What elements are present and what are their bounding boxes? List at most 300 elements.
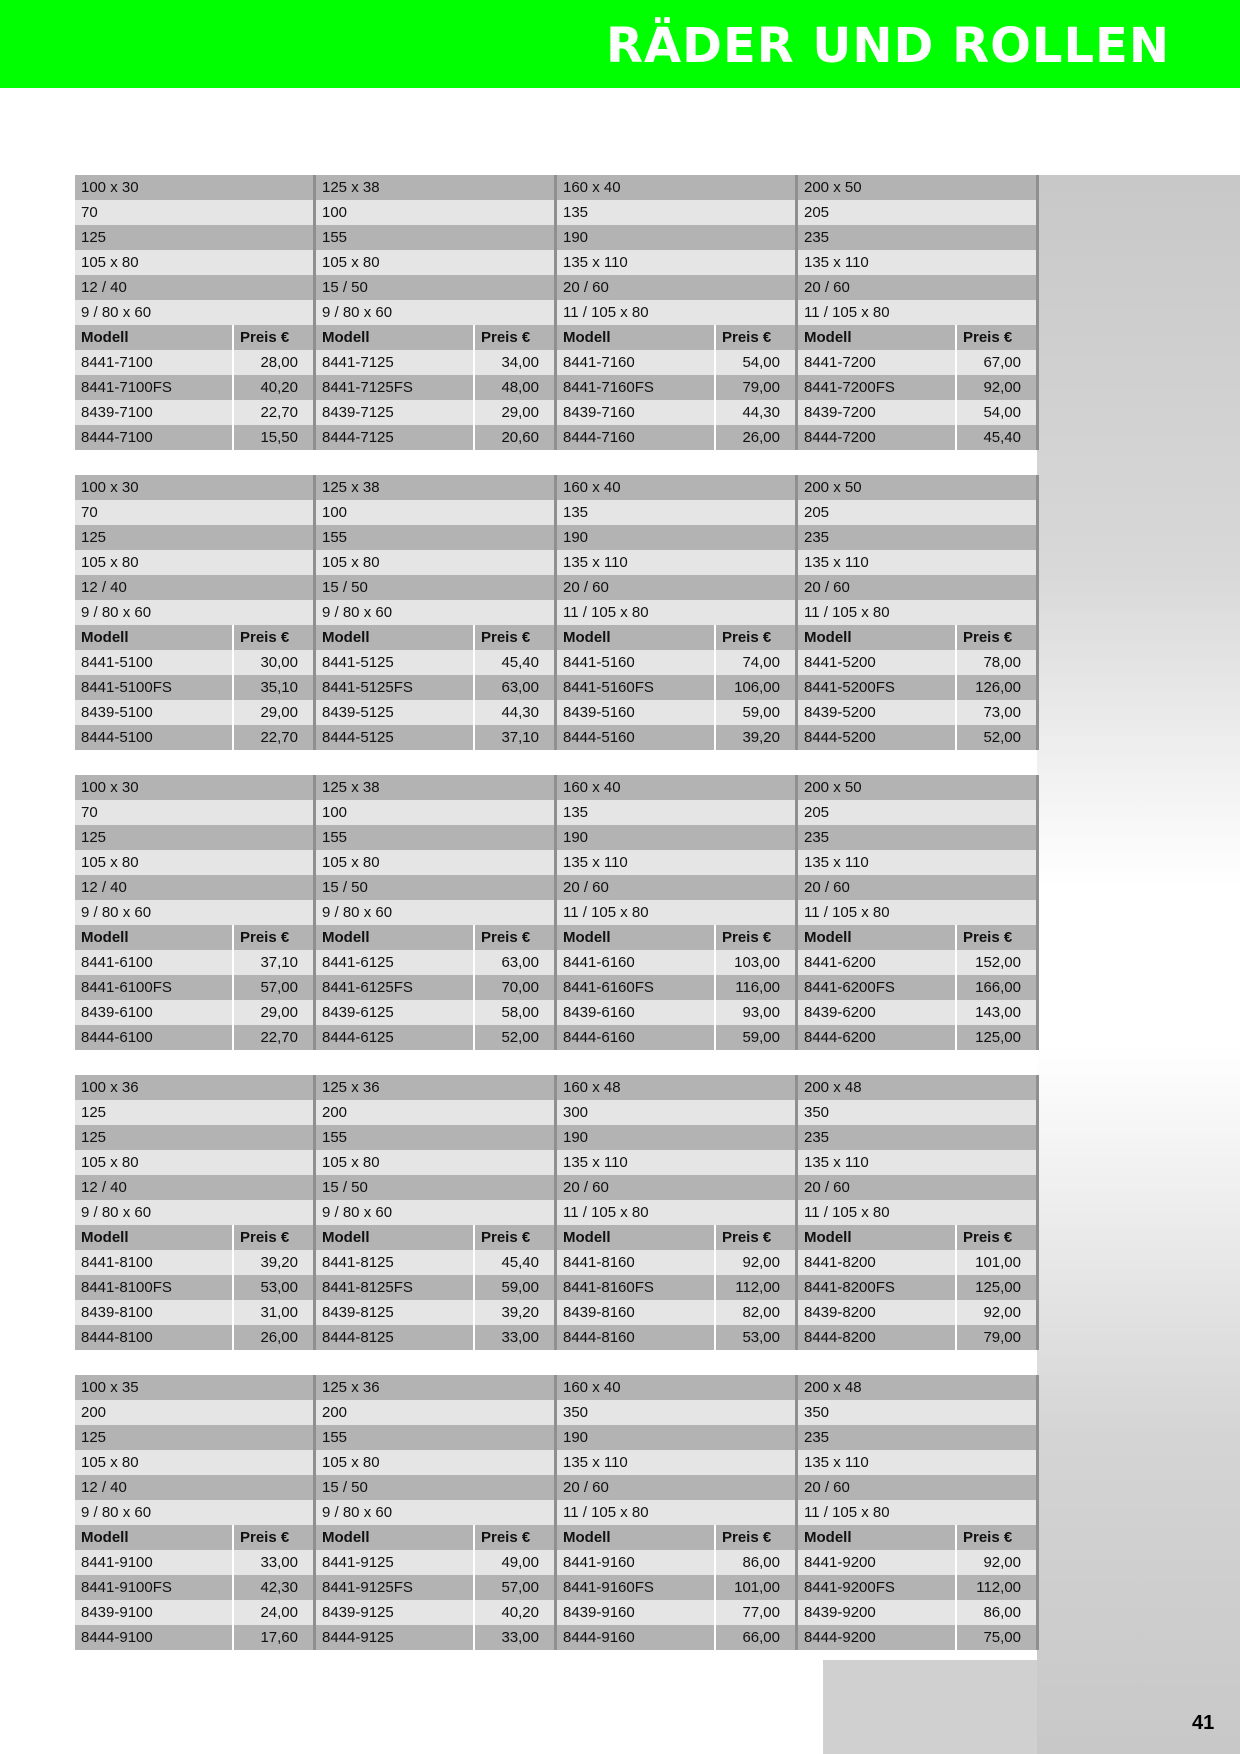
table-row	[75, 675, 1039, 700]
price-value: 101,00	[957, 1250, 1039, 1275]
spec-cell: 9 / 80 x 60	[316, 1200, 557, 1225]
price-value: 63,00	[475, 950, 557, 975]
price-value: 34,00	[475, 350, 557, 375]
price-value: 66,00	[716, 1625, 798, 1650]
spec-cell: 135 x 110	[798, 850, 1039, 875]
model-number: 8444-7125	[316, 425, 475, 450]
model-number: 8444-8200	[798, 1325, 957, 1350]
table-row	[75, 1000, 1039, 1025]
column-header-row	[75, 1525, 1039, 1550]
model-number: 8439-8160	[557, 1300, 716, 1325]
spec-cell: 11 / 105 x 80	[798, 600, 1039, 625]
spec-cell: 100	[316, 200, 557, 225]
model-number: 8444-7200	[798, 425, 957, 450]
spec-cell: 125 x 38	[316, 475, 557, 500]
price-value: 75,00	[957, 1625, 1039, 1650]
model-column-header: Modell	[75, 1525, 234, 1550]
spec-cell: 135 x 110	[557, 1150, 798, 1175]
price-value: 92,00	[957, 375, 1039, 400]
spec-cell: 12 / 40	[75, 575, 316, 600]
model-number: 8439-7125	[316, 400, 475, 425]
price-value: 31,00	[234, 1300, 316, 1325]
side-panel-decoration	[1037, 175, 1240, 1754]
spec-cell: 205	[798, 200, 1039, 225]
table-row	[75, 400, 1039, 425]
table-row	[75, 1025, 1039, 1050]
price-value: 92,00	[957, 1550, 1039, 1575]
spec-row	[75, 1475, 1039, 1500]
page-title: RÄDER UND ROLLEN	[605, 18, 1170, 74]
model-column-header: Modell	[75, 1225, 234, 1250]
price-value: 42,30	[234, 1575, 316, 1600]
model-number: 8441-5100	[75, 650, 234, 675]
spec-row	[75, 775, 1039, 800]
table-row	[75, 350, 1039, 375]
price-value: 59,00	[716, 700, 798, 725]
model-number: 8441-5125	[316, 650, 475, 675]
spec-row	[75, 550, 1039, 575]
spec-cell: 11 / 105 x 80	[798, 300, 1039, 325]
spec-cell: 235	[798, 525, 1039, 550]
model-number: 8441-9100	[75, 1550, 234, 1575]
model-number: 8444-6100	[75, 1025, 234, 1050]
spec-cell: 125 x 38	[316, 775, 557, 800]
model-number: 8441-8125	[316, 1250, 475, 1275]
spec-cell: 135 x 110	[557, 550, 798, 575]
model-number: 8441-5200	[798, 650, 957, 675]
model-number: 8439-5160	[557, 700, 716, 725]
price-value: 101,00	[716, 1575, 798, 1600]
spec-row	[75, 600, 1039, 625]
price-column-header: Preis €	[957, 1225, 1039, 1250]
spec-cell: 160 x 48	[557, 1075, 798, 1100]
price-column-header: Preis €	[716, 325, 798, 350]
price-value: 22,70	[234, 1025, 316, 1050]
model-number: 8439-8125	[316, 1300, 475, 1325]
column-header-row	[75, 625, 1039, 650]
model-number: 8441-7125	[316, 350, 475, 375]
price-value: 166,00	[957, 975, 1039, 1000]
price-value: 86,00	[957, 1600, 1039, 1625]
spec-cell: 11 / 105 x 80	[557, 1500, 798, 1525]
model-number: 8444-9100	[75, 1625, 234, 1650]
spec-row	[75, 300, 1039, 325]
price-value: 125,00	[957, 1025, 1039, 1050]
model-number: 8441-7200FS	[798, 375, 957, 400]
model-column-header: Modell	[75, 325, 234, 350]
model-column-header: Modell	[557, 925, 716, 950]
model-number: 8444-9160	[557, 1625, 716, 1650]
model-number: 8439-7200	[798, 400, 957, 425]
model-number: 8441-6200	[798, 950, 957, 975]
model-column-header: Modell	[75, 925, 234, 950]
spec-cell: 12 / 40	[75, 1175, 316, 1200]
spec-cell: 200	[316, 1400, 557, 1425]
spec-cell: 125	[75, 1125, 316, 1150]
price-value: 116,00	[716, 975, 798, 1000]
spec-row	[75, 825, 1039, 850]
spec-cell: 70	[75, 800, 316, 825]
spec-cell: 105 x 80	[316, 1450, 557, 1475]
spec-cell: 100 x 30	[75, 775, 316, 800]
price-value: 58,00	[475, 1000, 557, 1025]
spec-row	[75, 1375, 1039, 1400]
price-value: 39,20	[234, 1250, 316, 1275]
model-number: 8441-5125FS	[316, 675, 475, 700]
spec-cell: 160 x 40	[557, 775, 798, 800]
spec-cell: 20 / 60	[557, 575, 798, 600]
price-value: 73,00	[957, 700, 1039, 725]
model-number: 8441-8125FS	[316, 1275, 475, 1300]
price-value: 57,00	[234, 975, 316, 1000]
model-number: 8439-6100	[75, 1000, 234, 1025]
spec-cell: 200	[316, 1100, 557, 1125]
spec-cell: 11 / 105 x 80	[557, 300, 798, 325]
spec-row	[75, 1075, 1039, 1100]
spec-cell: 190	[557, 1125, 798, 1150]
price-value: 52,00	[475, 1025, 557, 1050]
product-table	[75, 1375, 1039, 1650]
spec-cell: 125	[75, 525, 316, 550]
price-value: 26,00	[234, 1325, 316, 1350]
price-value: 67,00	[957, 350, 1039, 375]
model-column-header: Modell	[557, 1225, 716, 1250]
spec-row	[75, 475, 1039, 500]
spec-cell: 135 x 110	[798, 550, 1039, 575]
price-value: 112,00	[716, 1275, 798, 1300]
model-column-header: Modell	[316, 1225, 475, 1250]
table-row	[75, 1300, 1039, 1325]
price-value: 126,00	[957, 675, 1039, 700]
price-value: 35,10	[234, 675, 316, 700]
table-row	[75, 975, 1039, 1000]
model-number: 8441-7160FS	[557, 375, 716, 400]
spec-cell: 20 / 60	[798, 1475, 1039, 1500]
price-value: 59,00	[475, 1275, 557, 1300]
spec-cell: 200 x 50	[798, 775, 1039, 800]
spec-cell: 105 x 80	[316, 1150, 557, 1175]
spec-cell: 15 / 50	[316, 1475, 557, 1500]
spec-cell: 200 x 50	[798, 175, 1039, 200]
spec-cell: 20 / 60	[798, 275, 1039, 300]
price-value: 44,30	[716, 400, 798, 425]
spec-cell: 235	[798, 825, 1039, 850]
price-column-header: Preis €	[957, 1525, 1039, 1550]
model-number: 8441-9160FS	[557, 1575, 716, 1600]
model-column-header: Modell	[798, 925, 957, 950]
model-number: 8441-5100FS	[75, 675, 234, 700]
price-value: 22,70	[234, 725, 316, 750]
price-column-header: Preis €	[957, 325, 1039, 350]
model-number: 8444-8160	[557, 1325, 716, 1350]
price-column-header: Preis €	[475, 925, 557, 950]
price-column-header: Preis €	[475, 1525, 557, 1550]
price-value: 45,40	[475, 650, 557, 675]
price-value: 106,00	[716, 675, 798, 700]
price-column-header: Preis €	[475, 1225, 557, 1250]
model-number: 8441-5200FS	[798, 675, 957, 700]
price-value: 40,20	[234, 375, 316, 400]
model-number: 8441-9200FS	[798, 1575, 957, 1600]
spec-cell: 200 x 48	[798, 1375, 1039, 1400]
spec-cell: 100 x 30	[75, 475, 316, 500]
spec-cell: 105 x 80	[75, 250, 316, 275]
price-column-header: Preis €	[234, 325, 316, 350]
model-number: 8441-6100	[75, 950, 234, 975]
price-value: 28,00	[234, 350, 316, 375]
spec-cell: 125 x 36	[316, 1375, 557, 1400]
spec-row	[75, 1150, 1039, 1175]
model-column-header: Modell	[798, 625, 957, 650]
price-column-header: Preis €	[957, 925, 1039, 950]
price-value: 53,00	[234, 1275, 316, 1300]
spec-cell: 12 / 40	[75, 275, 316, 300]
column-header-row	[75, 1225, 1039, 1250]
spec-cell: 350	[798, 1400, 1039, 1425]
spec-cell: 125	[75, 1425, 316, 1450]
price-column-header: Preis €	[475, 625, 557, 650]
spec-cell: 205	[798, 500, 1039, 525]
model-number: 8444-6200	[798, 1025, 957, 1050]
model-column-header: Modell	[798, 1525, 957, 1550]
model-number: 8441-5160	[557, 650, 716, 675]
price-value: 37,10	[234, 950, 316, 975]
spec-cell: 105 x 80	[75, 550, 316, 575]
table-row	[75, 950, 1039, 975]
model-number: 8441-8160FS	[557, 1275, 716, 1300]
price-value: 92,00	[716, 1250, 798, 1275]
model-number: 8439-6125	[316, 1000, 475, 1025]
model-column-header: Modell	[316, 625, 475, 650]
spec-row	[75, 275, 1039, 300]
spec-cell: 105 x 80	[316, 850, 557, 875]
spec-cell: 100	[316, 500, 557, 525]
price-value: 15,50	[234, 425, 316, 450]
column-header-row	[75, 925, 1039, 950]
model-number: 8444-9125	[316, 1625, 475, 1650]
model-number: 8441-8160	[557, 1250, 716, 1275]
model-column-header: Modell	[75, 625, 234, 650]
spec-row	[75, 1125, 1039, 1150]
price-column-header: Preis €	[716, 1225, 798, 1250]
table-row	[75, 1550, 1039, 1575]
spec-cell: 350	[798, 1100, 1039, 1125]
spec-cell: 105 x 80	[75, 850, 316, 875]
spec-cell: 155	[316, 1425, 557, 1450]
price-value: 143,00	[957, 1000, 1039, 1025]
spec-cell: 100 x 35	[75, 1375, 316, 1400]
spec-cell: 20 / 60	[798, 575, 1039, 600]
spec-cell: 200 x 50	[798, 475, 1039, 500]
model-number: 8444-6125	[316, 1025, 475, 1050]
spec-cell: 15 / 50	[316, 1175, 557, 1200]
price-column-header: Preis €	[716, 625, 798, 650]
spec-row	[75, 1400, 1039, 1425]
price-value: 29,00	[234, 1000, 316, 1025]
spec-cell: 135 x 110	[798, 1150, 1039, 1175]
spec-cell: 125	[75, 825, 316, 850]
price-value: 20,60	[475, 425, 557, 450]
spec-cell: 155	[316, 825, 557, 850]
spec-cell: 70	[75, 200, 316, 225]
spec-cell: 9 / 80 x 60	[75, 1500, 316, 1525]
spec-cell: 105 x 80	[316, 550, 557, 575]
model-number: 8444-5200	[798, 725, 957, 750]
spec-cell: 125	[75, 225, 316, 250]
price-value: 33,00	[475, 1625, 557, 1650]
price-column-header: Preis €	[234, 1525, 316, 1550]
product-table	[75, 475, 1039, 750]
model-number: 8441-6100FS	[75, 975, 234, 1000]
spec-cell: 190	[557, 825, 798, 850]
model-number: 8441-5160FS	[557, 675, 716, 700]
column-header-row	[75, 325, 1039, 350]
spec-cell: 125 x 38	[316, 175, 557, 200]
model-number: 8441-7200	[798, 350, 957, 375]
price-value: 77,00	[716, 1600, 798, 1625]
price-column-header: Preis €	[716, 1525, 798, 1550]
price-value: 37,10	[475, 725, 557, 750]
spec-cell: 135 x 110	[557, 250, 798, 275]
spec-row	[75, 525, 1039, 550]
price-value: 26,00	[716, 425, 798, 450]
price-value: 103,00	[716, 950, 798, 975]
spec-cell: 135 x 110	[798, 250, 1039, 275]
model-number: 8444-6160	[557, 1025, 716, 1050]
model-number: 8444-5100	[75, 725, 234, 750]
model-number: 8439-5200	[798, 700, 957, 725]
spec-cell: 15 / 50	[316, 575, 557, 600]
model-number: 8439-7160	[557, 400, 716, 425]
model-number: 8439-9125	[316, 1600, 475, 1625]
spec-cell: 190	[557, 525, 798, 550]
spec-cell: 135 x 110	[557, 1450, 798, 1475]
spec-cell: 135 x 110	[798, 1450, 1039, 1475]
spec-cell: 9 / 80 x 60	[75, 300, 316, 325]
price-value: 70,00	[475, 975, 557, 1000]
product-table	[75, 1075, 1039, 1350]
price-value: 29,00	[475, 400, 557, 425]
model-number: 8441-6200FS	[798, 975, 957, 1000]
model-number: 8441-6160	[557, 950, 716, 975]
price-value: 152,00	[957, 950, 1039, 975]
spec-row	[75, 1100, 1039, 1125]
model-number: 8441-6160FS	[557, 975, 716, 1000]
model-number: 8441-7100FS	[75, 375, 234, 400]
price-value: 53,00	[716, 1325, 798, 1350]
spec-row	[75, 1425, 1039, 1450]
spec-cell: 9 / 80 x 60	[316, 300, 557, 325]
spec-cell: 160 x 40	[557, 1375, 798, 1400]
model-number: 8439-9200	[798, 1600, 957, 1625]
model-number: 8441-9125FS	[316, 1575, 475, 1600]
spec-cell: 12 / 40	[75, 875, 316, 900]
spec-cell: 160 x 40	[557, 175, 798, 200]
table-row	[75, 1625, 1039, 1650]
model-column-header: Modell	[798, 1225, 957, 1250]
spec-cell: 300	[557, 1100, 798, 1125]
spec-cell: 15 / 50	[316, 275, 557, 300]
price-value: 57,00	[475, 1575, 557, 1600]
spec-cell: 20 / 60	[557, 875, 798, 900]
model-number: 8439-6160	[557, 1000, 716, 1025]
model-number: 8444-9200	[798, 1625, 957, 1650]
model-number: 8444-5125	[316, 725, 475, 750]
price-value: 78,00	[957, 650, 1039, 675]
spec-cell: 20 / 60	[557, 1475, 798, 1500]
spec-cell: 11 / 105 x 80	[798, 1500, 1039, 1525]
model-column-header: Modell	[316, 925, 475, 950]
spec-cell: 205	[798, 800, 1039, 825]
spec-cell: 9 / 80 x 60	[316, 900, 557, 925]
spec-cell: 15 / 50	[316, 875, 557, 900]
price-value: 54,00	[716, 350, 798, 375]
price-value: 39,20	[716, 725, 798, 750]
model-number: 8441-9200	[798, 1550, 957, 1575]
price-value: 74,00	[716, 650, 798, 675]
model-number: 8444-8100	[75, 1325, 234, 1350]
model-number: 8439-9100	[75, 1600, 234, 1625]
price-value: 52,00	[957, 725, 1039, 750]
model-number: 8441-7160	[557, 350, 716, 375]
price-column-header: Preis €	[716, 925, 798, 950]
model-number: 8441-9125	[316, 1550, 475, 1575]
price-value: 82,00	[716, 1300, 798, 1325]
bottom-panel-decoration	[823, 1660, 1037, 1754]
spec-cell: 105 x 80	[75, 1150, 316, 1175]
spec-cell: 235	[798, 225, 1039, 250]
spec-cell: 11 / 105 x 80	[798, 900, 1039, 925]
price-column-header: Preis €	[234, 1225, 316, 1250]
spec-row	[75, 500, 1039, 525]
spec-cell: 9 / 80 x 60	[75, 600, 316, 625]
spec-cell: 135	[557, 800, 798, 825]
spec-cell: 235	[798, 1125, 1039, 1150]
spec-row	[75, 900, 1039, 925]
price-value: 33,00	[475, 1325, 557, 1350]
spec-cell: 350	[557, 1400, 798, 1425]
price-value: 49,00	[475, 1550, 557, 1575]
model-column-header: Modell	[557, 1525, 716, 1550]
spec-cell: 100	[316, 800, 557, 825]
model-number: 8441-9160	[557, 1550, 716, 1575]
spec-cell: 9 / 80 x 60	[75, 900, 316, 925]
price-value: 24,00	[234, 1600, 316, 1625]
spec-row	[75, 250, 1039, 275]
spec-cell: 135	[557, 500, 798, 525]
model-number: 8441-6125FS	[316, 975, 475, 1000]
price-column-header: Preis €	[957, 625, 1039, 650]
spec-cell: 9 / 80 x 60	[316, 600, 557, 625]
table-row	[75, 1575, 1039, 1600]
model-number: 8439-8200	[798, 1300, 957, 1325]
model-number: 8441-9100FS	[75, 1575, 234, 1600]
spec-row	[75, 875, 1039, 900]
price-value: 29,00	[234, 700, 316, 725]
spec-row	[75, 575, 1039, 600]
model-number: 8439-8100	[75, 1300, 234, 1325]
model-number: 8441-7125FS	[316, 375, 475, 400]
price-value: 33,00	[234, 1550, 316, 1575]
price-value: 22,70	[234, 400, 316, 425]
price-value: 79,00	[716, 375, 798, 400]
spec-cell: 20 / 60	[798, 1175, 1039, 1200]
model-number: 8441-6125	[316, 950, 475, 975]
spec-row	[75, 1500, 1039, 1525]
model-number: 8441-8200FS	[798, 1275, 957, 1300]
model-number: 8439-5125	[316, 700, 475, 725]
table-row	[75, 425, 1039, 450]
